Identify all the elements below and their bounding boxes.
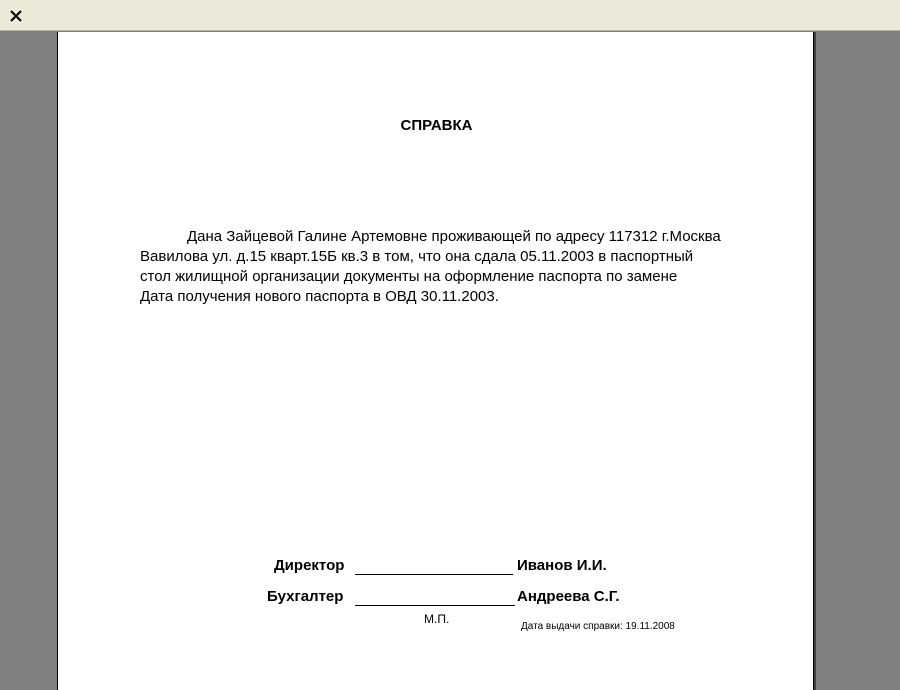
body-line-1: Дана Зайцевой Галине Артемовне проживающей по адресу 117312 г.Москва <box>187 228 721 245</box>
body-line-4: Дата получения нового паспорта в ОВД 30.11.2003. <box>140 288 499 305</box>
director-label: Директор <box>274 557 345 574</box>
accountant-label: Бухгалтер <box>267 588 344 605</box>
stamp-label: М.П. <box>424 612 450 626</box>
toolbar <box>0 0 900 31</box>
director-name: Иванов И.И. <box>517 557 607 574</box>
director-signature-line <box>355 574 513 575</box>
accountant-name: Андреева С.Г. <box>517 588 620 605</box>
document-title: СПРАВКА <box>400 117 473 134</box>
body-line-2: Вавилова ул. д.15 кварт.15Б кв.3 в том, что она сдала 05.11.2003 в паспортный <box>140 248 694 265</box>
accountant-signature-line <box>355 605 515 606</box>
document-page <box>57 32 814 690</box>
issue-date: Дата выдачи справки: 19.11.2008 <box>521 621 675 632</box>
close-icon <box>6 6 26 26</box>
close-button[interactable] <box>6 6 26 26</box>
page-shadow <box>814 32 816 690</box>
body-line-3: стол жилищной организации документы на оформление паспорта по замене <box>140 268 678 285</box>
